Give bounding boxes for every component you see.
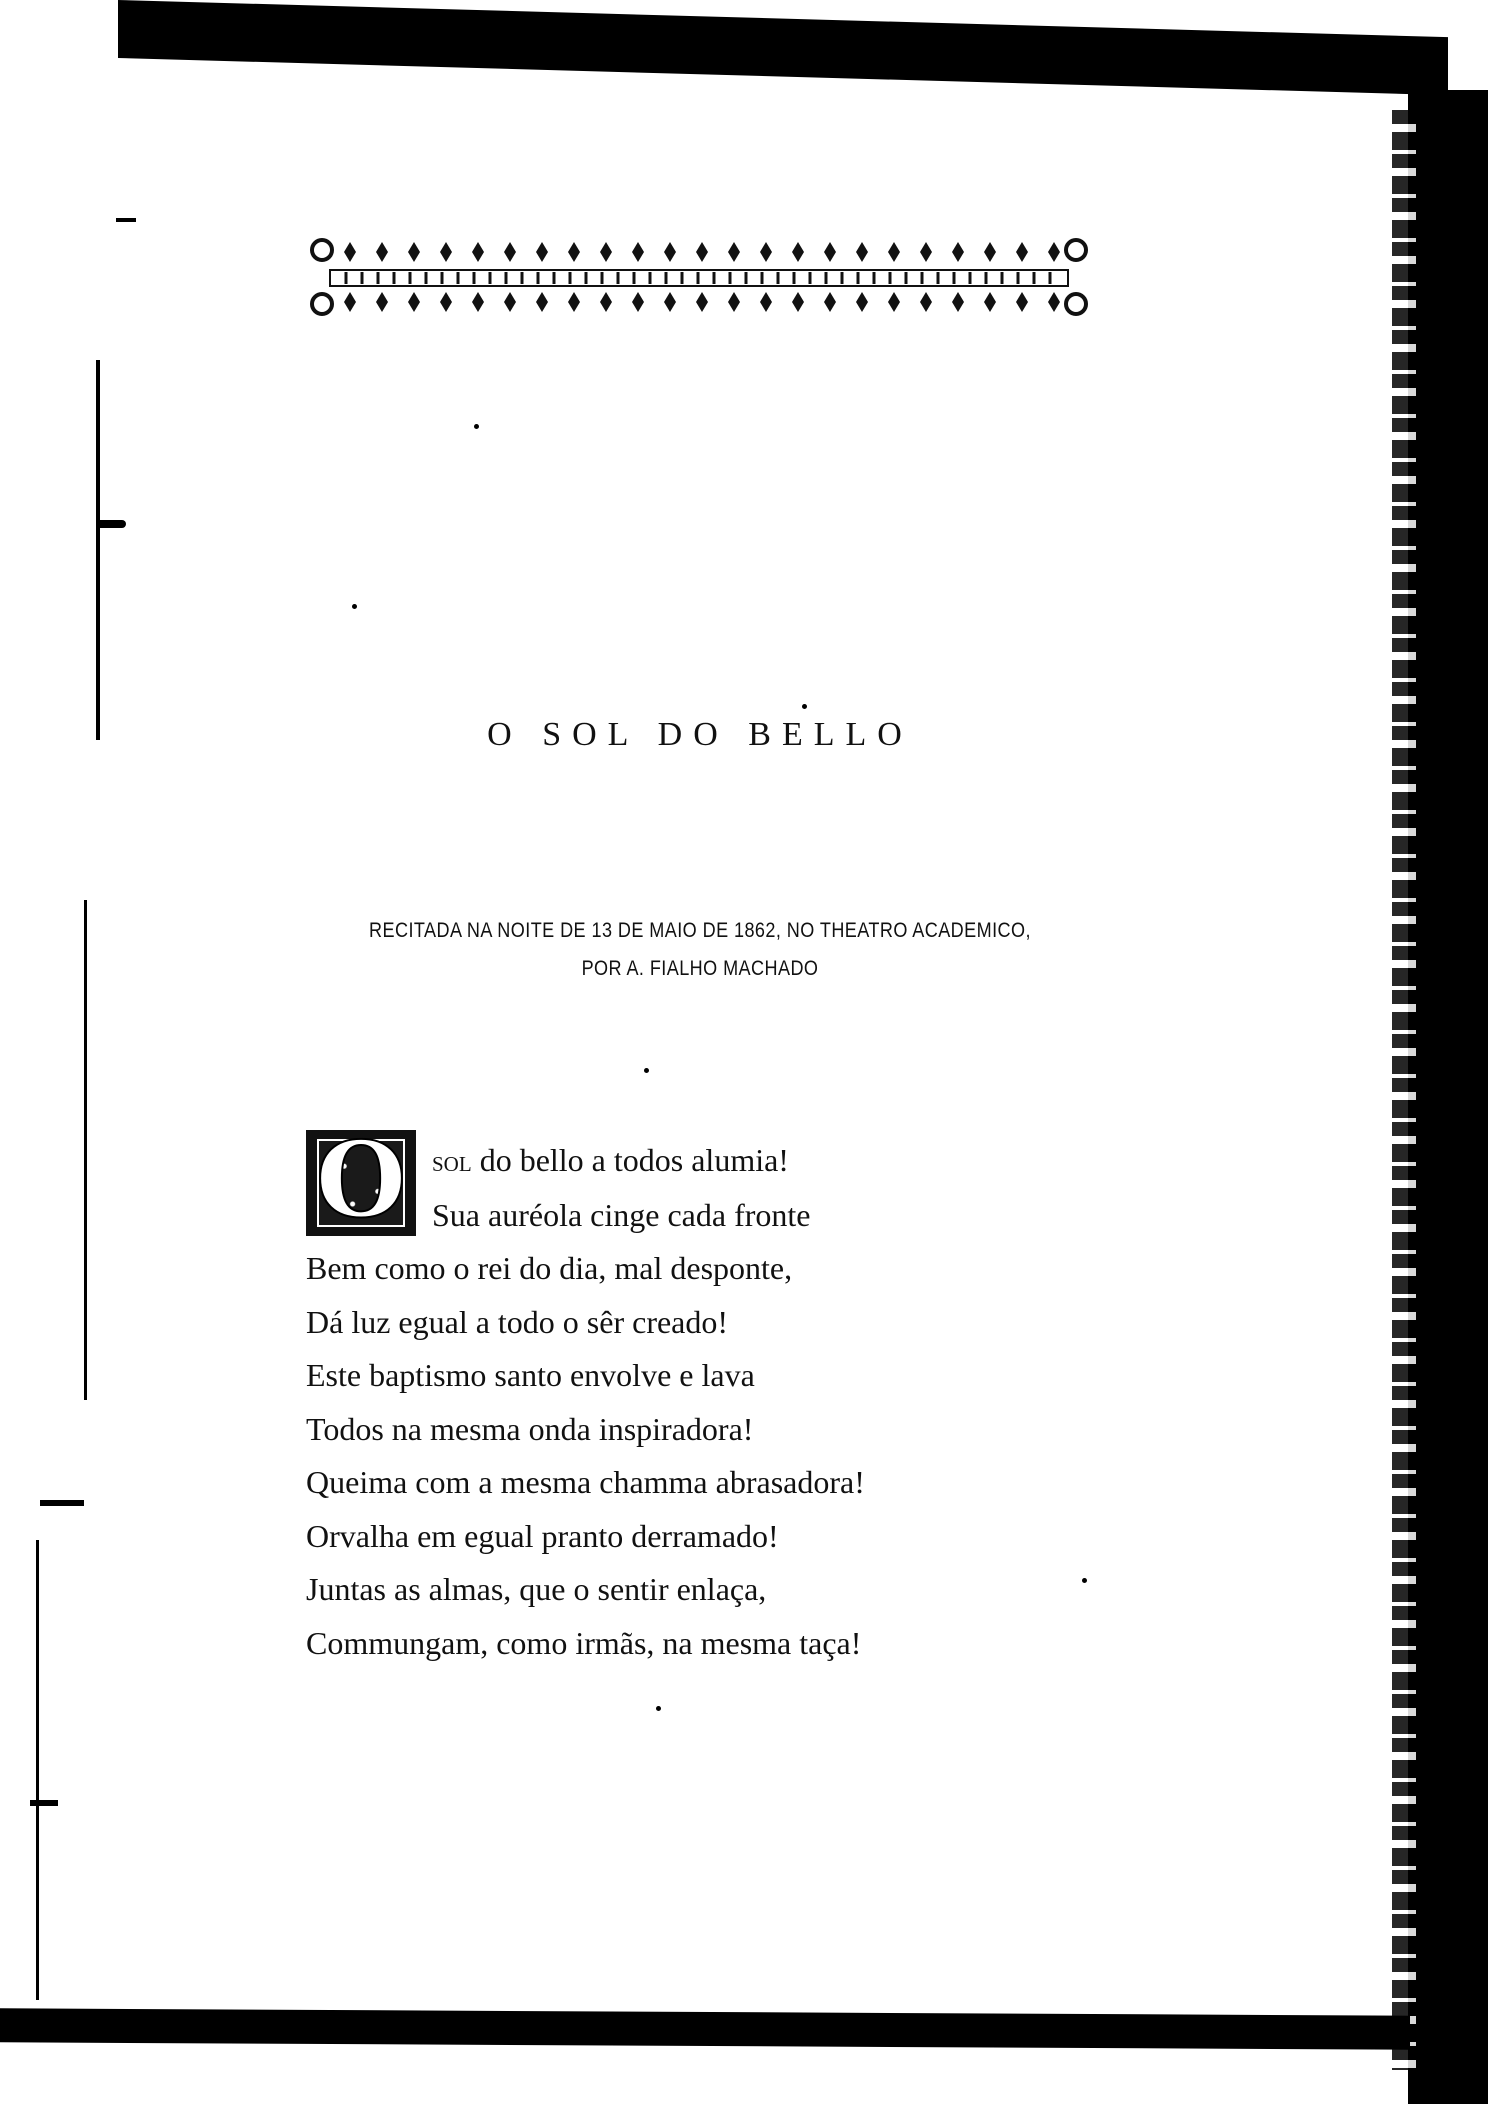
poem-line-text: do bello a todos alumia! — [471, 1142, 789, 1178]
poem-line: Dá luz egual a todo o sêr creado! — [306, 1303, 729, 1340]
scan-border-top — [118, 0, 1448, 95]
scan-margin-line — [36, 1540, 39, 2000]
print-speck — [1082, 1578, 1087, 1583]
poem-line: Commungam, como irmãs, na mesma taça! — [306, 1624, 862, 1661]
print-speck — [802, 704, 807, 709]
print-speck — [352, 604, 357, 609]
poem-line: Este baptismo santo envolve e lava — [306, 1357, 755, 1393]
dedication-line-1: RECITADA NA NOITE DE 13 DE MAIO DE 1862, NO THEATRO ACADEMICO, — [369, 919, 1031, 942]
print-speck — [644, 1068, 649, 1073]
scan-edge-right — [1392, 110, 1416, 2070]
scan-mark — [96, 520, 126, 528]
poem-line: Sua auréola cinge cada fronte — [432, 1196, 811, 1233]
drop-cap-letter: O — [315, 1118, 407, 1241]
poem-line: Bem como o rei do dia, mal desponte, — [306, 1250, 793, 1286]
scan-margin-line — [84, 900, 87, 1400]
poem-dedication — [98, 912, 1302, 988]
scan-mark — [116, 218, 136, 222]
print-speck — [656, 1706, 661, 1711]
scan-mark — [30, 1800, 58, 1806]
page-title: O SOL DO BELLO — [487, 716, 913, 753]
poem-first-word: sol — [432, 1145, 472, 1178]
scan-border-bottom — [0, 2008, 1410, 2049]
scan-margin-line — [96, 360, 100, 740]
scan-border-right — [1408, 90, 1488, 2104]
scan-mark — [40, 1500, 84, 1506]
poem-line — [306, 1134, 1206, 1189]
poem-line: Orvalha em egual pranto derramado! — [306, 1517, 779, 1554]
print-speck — [474, 424, 479, 429]
poem-line: Juntas as almas, que o sentir enlaça, — [306, 1571, 767, 1607]
poem-body — [306, 1134, 1206, 1670]
poem-line: Queima com a mesma chamma abrasadora! — [306, 1464, 865, 1500]
fleuron-headpiece-icon — [310, 232, 1088, 322]
poem-line: Todos na mesma onda inspiradora! — [306, 1410, 754, 1447]
dedication-line-2: POR A. FIALHO MACHADO — [581, 957, 819, 980]
